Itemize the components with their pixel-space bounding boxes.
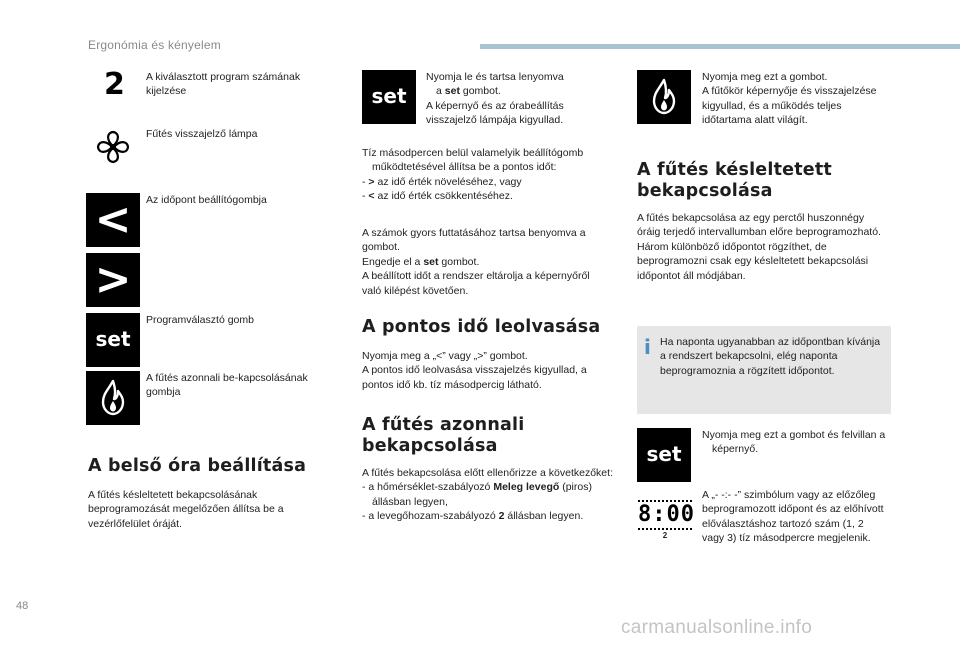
step-text: gombot.: [438, 255, 480, 268]
set-keyword: set: [444, 85, 460, 98]
set-button-icon: [637, 428, 691, 482]
header-bar: [480, 44, 960, 49]
flame-button-icon: [637, 70, 691, 124]
lt-keyword: <: [368, 190, 375, 203]
set-button-icon: [86, 313, 140, 367]
dash-glyph: -: [362, 510, 366, 523]
info-icon: i: [644, 335, 651, 359]
step-text: Nyomja le és tartsa lenyomva: [426, 71, 564, 83]
section-title: Ergonómia és kényelem: [88, 38, 221, 52]
program-number-label: A kiválasztott program számának kijelzése: [146, 71, 301, 98]
paragraph: A számok gyors futtatásához tartsa benyomva a gombot.: [362, 227, 586, 254]
instant-heating-block: [362, 466, 622, 524]
set-button-icon: [362, 70, 416, 124]
clock-program-number: 2: [662, 531, 668, 540]
digit-two-icon: 2: [104, 67, 125, 102]
step-text: gombot.: [459, 85, 501, 98]
less-than-glyph: <: [94, 194, 132, 245]
step-text: Tíz másodpercen belül valamelyik beállítógomb működtetésével állítsa be a pontos időt:: [362, 147, 584, 174]
flame-step-text: [702, 70, 892, 128]
step-text: Nyomja meg ezt a gombot.: [702, 71, 828, 83]
flame-button-icon: [86, 371, 140, 425]
step-text: az idő érték növeléséhez, vagy: [374, 175, 522, 188]
dash-glyph: -: [362, 481, 366, 494]
step-text: Engedje el a: [362, 255, 424, 268]
paragraph: A fűtés bekapcsolása az egy perctől huszonnégy óráig terjedő intervallumban előre beprogramozható.: [637, 212, 881, 239]
step-text: Nyomja meg ezt a gombot és felvillan a képernyő.: [702, 429, 886, 456]
step-result: A fűtőkör képernyője és visszajelzése kigyullad, és a működés teljes időtartama alatt világít.: [702, 85, 877, 127]
step-text: Nyomja meg a „<” vagy „>” gombot.: [362, 350, 528, 362]
info-text: Ha naponta ugyanabban az időpontban kívánja a rendszert bekapcsolni, elég naponta beprogramoznia a rögzített időpontot.: [660, 336, 881, 377]
set-step-text: [426, 70, 616, 128]
fan-icon: [93, 127, 133, 167]
airflow-level-keyword: 2: [498, 510, 505, 523]
time-adjust-block: [362, 146, 617, 204]
delayed-heating-heading: A fűtés késleltetett bekapcsolása: [637, 160, 832, 201]
warm-air-keyword: Meleg levegő: [493, 481, 560, 494]
fast-scroll-block: [362, 226, 602, 298]
step-text: a hőmérséklet-szabályozó: [368, 481, 494, 494]
watermark: carmanualsonline.info: [621, 617, 813, 638]
gt-keyword: >: [368, 175, 375, 188]
time-setting-label: Az időpont beállítógombja: [146, 194, 267, 206]
step-text: a: [436, 85, 445, 98]
greater-than-icon: [86, 253, 140, 307]
set-keyword: set: [423, 255, 439, 268]
paragraph: Három különböző időpontot rögzíthet, de beprogramozni csak egy késleltetett bekapcsolási időpontot áll módjában.: [637, 240, 869, 282]
internal-clock-paragraph: A fűtés késleltetett bekapcsolásának beprogramozását megelőzően állítsa be a vezérlőfelület óráját.: [88, 489, 284, 530]
step-text: (piros) állásban legyen,: [372, 481, 592, 508]
internal-clock-heading: A belső óra beállítása: [88, 456, 307, 476]
set-glyph: set: [95, 327, 131, 352]
clock-digits: 8:00: [638, 500, 692, 530]
delayed-heating-block: [637, 211, 882, 283]
instant-heating-heading: A fűtés azonnali bekapcsolása: [362, 415, 525, 456]
paragraph: A pontos idő leolvasása visszajelzés kigyullad, a pontos idő kb. tíz másodpercig látható.: [362, 364, 587, 391]
step-result: A képernyő és az órabeállítás visszajelző lámpája kigyullad.: [426, 99, 564, 127]
greater-than-glyph: >: [94, 254, 132, 305]
less-than-icon: [86, 193, 140, 247]
instant-heating-label: A fűtés azonnali be-kapcsolásának gombja: [146, 372, 308, 399]
program-select-label: Programválasztó gomb: [146, 314, 254, 326]
set-glyph: set: [371, 84, 407, 109]
paragraph: A fűtés bekapcsolása előtt ellenőrizze a következőket:: [362, 467, 613, 479]
step-text: az idő érték csökkentéséhez.: [374, 190, 513, 203]
set-glyph: set: [646, 442, 682, 467]
clock-display-text: A „- -:- -” szimbólum vagy az előzőleg beprogramozott időpont és az előhívott előválasztáshoz tartozó szám (1, 2 vagy 3) tíz másodpercre megjelenik.: [702, 489, 884, 545]
set-step-text: [702, 428, 892, 457]
heating-indicator-label: Fűtés visszajelző lámpa: [146, 128, 258, 140]
page-number: 48: [16, 600, 29, 612]
dash-glyph: -: [362, 175, 366, 188]
clock-display-icon: [638, 500, 695, 540]
paragraph: A beállított időt a rendszer eltárolja a képernyőről való kilépést követően.: [362, 270, 590, 297]
read-time-block: [362, 349, 602, 392]
read-time-heading: A pontos idő leolvasása: [362, 317, 601, 337]
step-text: a levegőhozam-szabályozó: [368, 510, 499, 523]
step-text: állásban legyen.: [504, 510, 584, 523]
dash-glyph: -: [362, 190, 366, 203]
